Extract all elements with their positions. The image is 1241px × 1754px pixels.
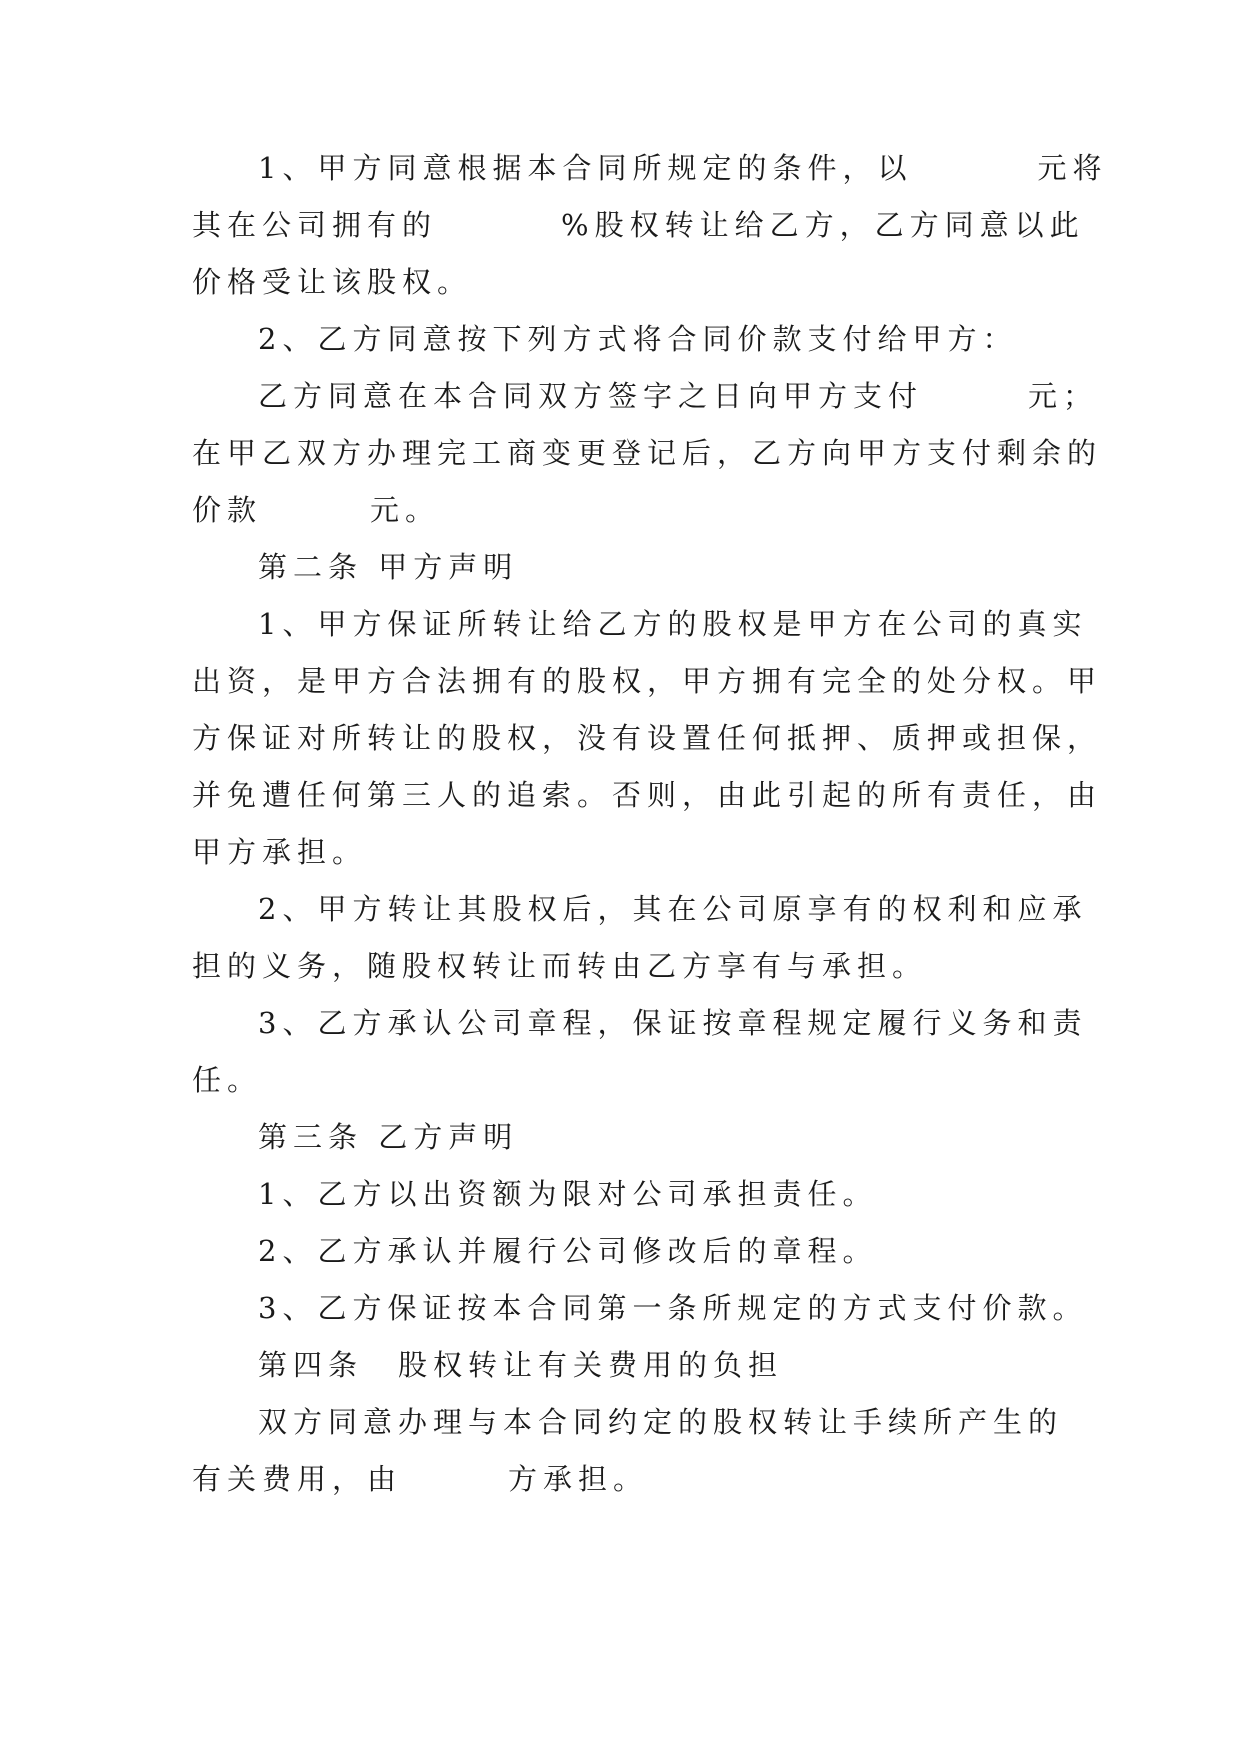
article-2-item-3-line-1: 3、乙方承认公司章程，保证按章程规定履行义务和责: [258, 1006, 1088, 1040]
article-2-item-1-line-1: 1、甲方保证所转让给乙方的股权是甲方在公司的真实: [258, 607, 1088, 641]
payment-line-1: [258, 376, 1098, 416]
article-2-item-1-line-3: 方保证对所转让的股权，没有设置任何抵押、质押或担保，: [192, 721, 1103, 755]
text-span: 有关费用，由: [192, 1462, 403, 1496]
clause-1-line-1: [258, 148, 1107, 188]
text-span: %股权转让给乙方，乙方同意以此: [561, 208, 1085, 242]
article-3-item-1: 1、乙方以出资额为限对公司承担责任。: [258, 1177, 878, 1211]
article-2-item-1-line-4: 并免遭任何第三人的追索。否则，由此引起的所有责任，由: [192, 778, 1103, 812]
article-2-item-2-line-2: 担的义务，随股权转让而转由乙方享有与承担。: [192, 949, 928, 983]
article-4-heading: 第四条 股权转让有关费用的负担: [258, 1348, 784, 1382]
clause-1-line-2: [192, 205, 1085, 245]
article-2-item-1-line-2: 出资，是甲方合法拥有的股权，甲方拥有完全的处分权。甲: [192, 664, 1103, 698]
article-3-heading: 第三条 乙方声明: [258, 1120, 519, 1154]
payment-line-3: [192, 490, 440, 530]
clause-1-line-3: 价格受让该股权。: [192, 265, 473, 299]
article-2-item-1-line-5: 甲方承担。: [192, 835, 368, 869]
article-3-item-2: 2、乙方承认并履行公司修改后的章程。: [258, 1234, 878, 1268]
article-2-item-2-line-1: 2、甲方转让其股权后，其在公司原享有的权利和应承: [258, 892, 1088, 926]
article-3-item-3: 3、乙方保证按本合同第一条所规定的方式支付价款。: [258, 1291, 1088, 1325]
payment-line-2: 在甲乙双方办理完工商变更登记后，乙方向甲方支付剩余的: [192, 436, 1103, 470]
article-4-line-1: 双方同意办理与本合同约定的股权转让手续所产生的: [258, 1405, 1064, 1439]
article-2-item-3-line-2: 任。: [192, 1063, 263, 1097]
text-span: 乙方同意在本合同双方签字之日向甲方支付: [258, 379, 924, 413]
text-span: 1、甲方同意根据本合同所规定的条件，以: [258, 151, 913, 185]
text-span: 方承担。: [508, 1462, 649, 1496]
text-span: 价款: [192, 493, 263, 527]
text-span: 元。: [370, 493, 441, 527]
clause-2-line-1: 2、乙方同意按下列方式将合同价款支付给甲方：: [258, 322, 1018, 356]
article-4-line-2: [192, 1459, 648, 1499]
text-span: 元；: [1028, 379, 1099, 413]
text-span: 元将: [1037, 151, 1108, 185]
article-2-heading: 第二条 甲方声明: [258, 550, 519, 584]
text-span: 其在公司拥有的: [192, 208, 438, 242]
